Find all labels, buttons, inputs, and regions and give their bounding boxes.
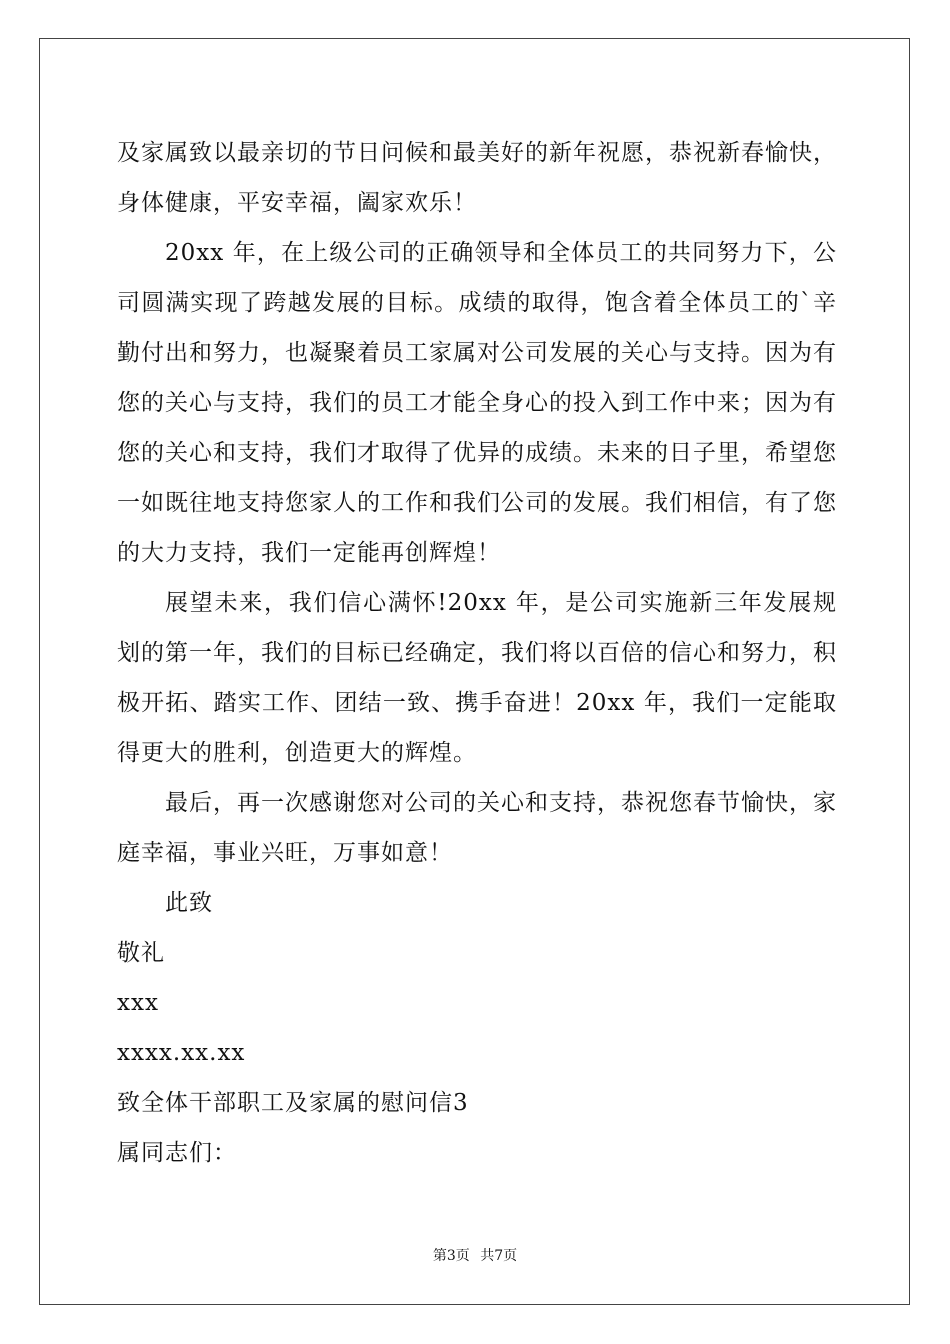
paragraph-outlook: 展望未来，我们信心满怀!20xx 年，是公司实施新三年发展规划的第一年，我们的目标已经确定，我们将以百倍的信心和努力，积极开拓、踏实工作、团结一致、携手奋进！20xx 年，我们一定能取得更大的胜利，创造更大的辉煌。 [117, 590, 837, 766]
closing-phrase: 此致 [165, 890, 213, 916]
salute: 敬礼 [117, 940, 165, 966]
page-number: 第3页 [432, 1248, 470, 1264]
next-letter-title: 致全体干部职工及家属的慰问信3 [117, 1090, 469, 1116]
letter-body [117, 128, 837, 1178]
page-footer [0, 1246, 950, 1266]
letter-date: xxxx.xx.xx [117, 1040, 246, 1066]
next-letter-salutation: 属同志们： [117, 1140, 237, 1166]
paragraph-achievement: 20xx 年，在上级公司的正确领导和全体员工的共同努力下，公司圆满实现了跨越发展的目标。成绩的取得，饱含着全体员工的`辛勤付出和努力，也凝聚着员工家属对公司发展的关心与支持。因为有您的关心与支持，我们的员工才能全身心的投入到工作中来；因为有您的关心和支持，我们才取得了优异的成绩。未来的日子里，希望您一如既往地支持您家人的工作和我们公司的发展。我们相信，有了您的大力支持，我们一定能再创辉煌！ [117, 240, 837, 566]
paragraph-thanks: 最后，再一次感谢您对公司的关心和支持，恭祝您春节愉快，家庭幸福，事业兴旺，万事如意！ [117, 790, 837, 866]
paragraph-greeting: 及家属致以最亲切的节日问候和最美好的新年祝愿，恭祝新春愉快，身体健康，平安幸福，阖家欢乐！ [117, 140, 837, 216]
signature: xxx [117, 990, 159, 1016]
page-total: 共7页 [480, 1248, 518, 1264]
